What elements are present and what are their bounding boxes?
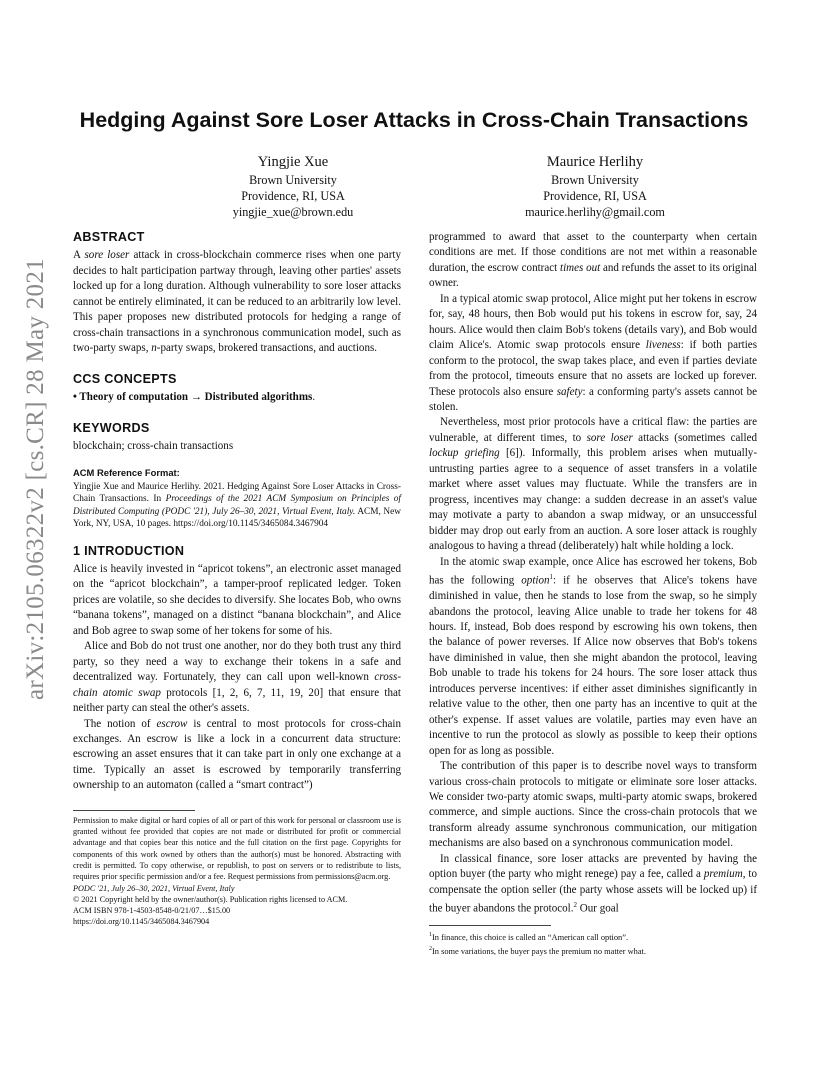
permission-block xyxy=(73,815,401,928)
left-column xyxy=(73,230,401,928)
author-block-2 xyxy=(445,152,745,220)
author-location: Providence, RI, USA xyxy=(241,189,345,203)
doi-link[interactable]: https://doi.org/10.1145/3465084.3467904 xyxy=(73,917,210,927)
author-email[interactable]: yingjie_xue@brown.edu xyxy=(232,205,354,219)
body-paragraph: programmed to award that asset to the counterparty when certain conditions are met. If those conditions are not met within a reasonable duration, the escrow contract times out and refunds the asset to its original owner. xyxy=(429,231,757,290)
author-affiliation: Brown University xyxy=(551,173,639,187)
right-column xyxy=(429,230,757,957)
footnote: $^2$In some variations, the buyer pays the premium no matter what. xyxy=(429,945,646,956)
reference-format-heading: ACM Reference Format: xyxy=(73,467,180,479)
ccs-item: • Theory of computation → Distributed algorithms. xyxy=(73,391,316,404)
author-affiliation: Brown University xyxy=(249,173,337,187)
introduction-heading: 1 INTRODUCTION xyxy=(73,543,185,558)
body-paragraph: In the atomic swap example, once Alice has escrowed her tokens, Bob has the following option$^1$: if he observes that Alice's tokens have diminished in value, then he stands to lose from the swap, so he simply abandons the protocol, leaving Alice unable to trade her tokens for 48 hours. If, instead, Bob does respond by escrowing his own tokens, then the balance of power reverses. If Alice now observes that Bob's tokens have diminished in value, then she might abandon the protocol, leaving Bob unable to trade his tokens for 24 hours. The sore loser attack thus introduces perverse incentives: if either asset diminishes significantly in relative value to the other, then one party has an incentive to quit at the other's expense. If asset values are volatile, parties may even have an incentive to run the protocol as slowly as possible to keep their options open for as long as possible. xyxy=(429,555,757,757)
footnote: $^1$In finance, this choice is called an “American call option”. xyxy=(429,932,629,943)
keywords-heading: KEYWORDS xyxy=(73,420,150,435)
body-paragraph: In classical finance, sore loser attacks are prevented by having the option buyer (the party who might renege) pay a fee, called a premium, to compensate the option seller (the party whose assets will be locked up) if the buyer abandons the protocol.$^2$ Our goal xyxy=(429,852,757,915)
author-location: Providence, RI, USA xyxy=(543,189,647,203)
isbn-line: ACM ISBN 978-1-4503-8548-0/21/07…$15.00 xyxy=(73,906,231,916)
author-name: Maurice Herlihy xyxy=(546,154,644,170)
abstract-text: A sore loser attack in cross-blockchain commerce rises when one party decides to halt participation partway through, leaving other parties' assets locked up for a long duration. Although vulnerability to sore loser attacks cannot be entirely eliminated, it can be reduced to an arbitrarily low level. This paper proposes new distributed protocols for hedging a range of cross-chain transactions in a synchronous communication model, such as two-party swaps, n-party swaps, brokered transactions, and auctions. xyxy=(73,249,401,355)
reference-format-text: Yingjie Xue and Maurice Herlihy. 2021. Hedging Against Sore Loser Attacks in Cross-Chain Transactions. In Proceedings of the 2021 ACM Symposium on Principles of Distributed Computing (PODC '21), July 26–30, 2021, Virtual Event, Italy. ACM, New York, NY, USA, 10 pages. https://doi.org/10.1145/3465084.3467904 xyxy=(73,481,401,530)
footnotes xyxy=(429,930,757,957)
permission-text: Permission to make digital or hard copies of all or part of this work for personal or classroom use is granted without fee provided that copies are not made or distributed for profit or commercial advantage and that copies bear this notice and the full citation on the first page. Copyrights for components of this work owned by others than the author(s) must be honored. Abstracting with credit is permitted. To copy otherwise, or republish, to post on servers or to redistribute to lists, requires prior specific permission and/or a fee. Request permissions from permissions@acm.org. xyxy=(73,815,401,882)
ccs-heading: CCS CONCEPTS xyxy=(73,371,177,386)
body-paragraph: In a typical atomic swap protocol, Alice might put her tokens in escrow for, say, 48 hours, then Bob would put his tokens in escrow for, say, 24 hours. Alice would then claim Bob's tokens (details vary), and Bob would claim Alice's. Atomic swap protocols ensure liveness: if both parties conform to the protocol, the swap takes place, and even if parties deviate from the protocol, timeouts ensure that no assets are locked up forever. These protocols also ensure safety: a conforming party's assets cannot be stolen. xyxy=(429,292,757,413)
footnote-divider xyxy=(429,925,551,926)
intro-paragraph: The notion of escrow is central to most protocols for cross-chain exchanges. An escrow is like a lock in a concurrent data structure: escrowing an asset ensures that it can take part in only one exchange at a time. Typically an asset is escrowed by temporarily transferring ownership to an automaton (called a “smart contract”) xyxy=(73,717,401,792)
intro-paragraph: Alice is heavily invested in “apricot tokens”, an electronic asset managed on the “apricot blockchain”, a tamper-proof replicated ledger. Token prices are volatile, so she decides to diversify. She locates Bob, who owns “banana tokens”, managed on a distinct “banana blockchain”, and Alice and Bob agree to swap some of her tokens for some of his. xyxy=(73,562,401,637)
author-block-1 xyxy=(143,152,443,220)
footnote-mark[interactable]: 1 xyxy=(549,572,554,581)
arxiv-stamp: arXiv:2105.06322v2 [cs.CR] 28 May 2021 xyxy=(22,258,49,700)
body-paragraph: The contribution of this paper is to describe novel ways to transform various cross-chain protocols to mitigate or eliminate sore loser attacks. We consider two-party atomic swaps, multi-party atomic swaps, brokered commerce, and simple auctions. Since the cross-chain protocols that we transform already assume synchronous communication, our mitigation mechanisms are also based on a synchronous communication model. xyxy=(429,760,757,850)
copyright-line: © 2021 Copyright held by the owner/author(s). Publication rights licensed to ACM. xyxy=(73,894,348,904)
keywords-text: blockchain; cross-chain transactions xyxy=(73,439,234,452)
footnote-mark[interactable]: 2 xyxy=(573,901,577,910)
venue-line: PODC '21, July 26–30, 2021, Virtual Event, Italy xyxy=(73,883,235,893)
body-paragraph: Nevertheless, most prior protocols have a critical flaw: the parties are vulnerable, at different times, to sore loser attacks (sometimes called lockup griefing [6]). Informally, this problem arises when mutually-untrusting parties agree to a sequence of asset transfers in a volatile market where asset values may fluctuate. While the transfers are in progress, incentives may change: a sudden decrease in an asset's value may motivate a party to abandon a swap midway, or an unsuccessful bidder may drop out early from an auction. A sore loser attack is roughly analogous to having a thread (deliberately) halt while holding a lock. xyxy=(429,416,758,553)
intro-paragraph: Alice and Bob do not trust one another, nor do they both trust any third party, so they need a way to exchange their tokens in a safe and decentralized way. Fortunately, they can call upon well-known cross-chain atomic swap protocols [1, 2, 6, 7, 11, 19, 20] that ensure that neither party can steal the other's assets. xyxy=(73,640,401,715)
abstract-heading: ABSTRACT xyxy=(73,230,145,244)
author-name: Yingjie Xue xyxy=(257,154,329,170)
footnote-divider xyxy=(73,810,195,811)
paper-title: Hedging Against Sore Loser Attacks in Cross-Chain Transactions xyxy=(79,108,749,132)
author-email[interactable]: maurice.herlihy@gmail.com xyxy=(525,205,665,219)
